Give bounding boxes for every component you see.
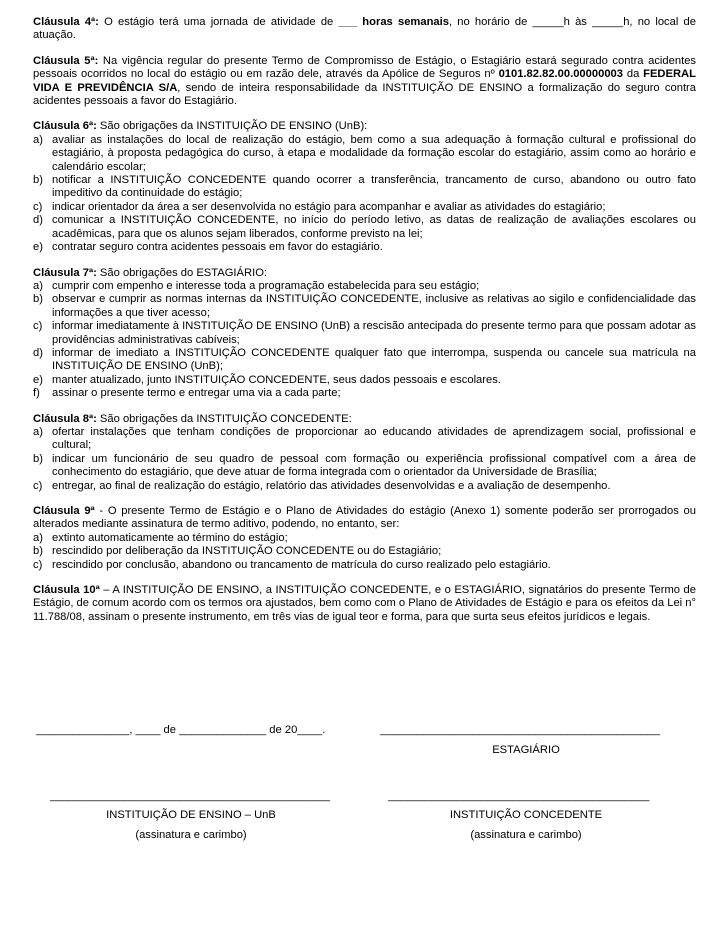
list-item-marker: e) bbox=[33, 241, 43, 254]
list-item-text: indicar orientador da área a ser desenvolvida no estágio para acompanhar e avaliar as atividades do estagiário; bbox=[52, 200, 606, 213]
list-item-marker: b) bbox=[33, 293, 43, 306]
list-item-marker: c) bbox=[33, 200, 43, 213]
clause-9-list bbox=[33, 532, 696, 572]
list-item-text: avaliar as instalações do local de realização do estágio, bem como a sua adequação à formação cultural e profissional do estagiário, à proposta pedagógica do curso, à etapa e modalidade da formação escolar do estagiário, assim como ao horário e calendário escolar; bbox=[52, 133, 696, 173]
list-item-text: contratar seguro contra acidentes pessoais em favor do estagiário. bbox=[52, 241, 383, 254]
clause-9-title: Cláusula 9ª bbox=[33, 505, 95, 517]
clause-9-heading bbox=[33, 505, 696, 532]
list-item-marker: b) bbox=[33, 452, 43, 465]
document-body bbox=[33, 16, 696, 624]
concedente-sub: (assinatura e carimbo) bbox=[470, 829, 582, 841]
insurer-name: FEDERAL VIDA E PREVIDÊNCIA S/A bbox=[33, 68, 696, 94]
clause-6-list bbox=[33, 134, 696, 255]
list-item bbox=[33, 426, 696, 453]
ensino-signature-line: _____________________________________________ bbox=[50, 790, 330, 802]
list-item-text: cumprir com empenho e interesse toda a programação estabelecida para seu estágio; bbox=[52, 279, 480, 292]
list-item bbox=[33, 387, 696, 400]
clause-5-text-2: da bbox=[623, 68, 644, 81]
concedente-label: INSTITUIÇÃO CONCEDENTE bbox=[449, 809, 603, 821]
clause-5 bbox=[33, 55, 696, 109]
clause-9-intro: - O presente Termo de Estágio e o Plano de Atividades do estágio (Anexo 1) somente poderão ser prorrogados ou alterados mediante assinatura de termo aditivo, podendo, no entanto, ser: bbox=[33, 505, 696, 531]
date-line: _______________, ____ de ______________ de 20____. bbox=[36, 724, 326, 736]
ensino-label: INSTITUIÇÃO DE ENSINO – UnB bbox=[106, 809, 276, 821]
policy-number: 0101.82.82.00.00000003 bbox=[498, 68, 623, 81]
list-item-marker: b) bbox=[33, 174, 43, 187]
list-item-text: notificar a INSTITUIÇÃO CONCEDENTE quando ocorrer a transferência, trancamento de curso, abandono ou outro fato impeditivo da continuidade do estágio; bbox=[52, 174, 696, 200]
list-item-marker: e) bbox=[33, 373, 43, 386]
clause-5-text: Na vigência regular do presente Termo de Compromisso de Estágio, o Estagiário estará segurado contra acidentes pessoais ocorridos no local do estágio ou em razão dele, através da Apólice de Seguros nº bbox=[33, 54, 697, 81]
list-item bbox=[33, 280, 696, 293]
list-item-marker: a) bbox=[33, 531, 43, 544]
clause-7-list bbox=[33, 280, 696, 401]
list-item bbox=[33, 201, 696, 214]
list-item bbox=[33, 480, 696, 493]
clause-4 bbox=[33, 16, 696, 43]
clause-7-heading bbox=[33, 267, 696, 280]
clause-8-title: Cláusula 8ª: bbox=[33, 412, 97, 425]
list-item-marker: d) bbox=[33, 214, 43, 227]
concedente-signature-line: __________________________________________ bbox=[388, 790, 650, 802]
list-item-text: ofertar instalações que tenham condições de proporcionar ao educando atividades de aprendizagem social, profissional e cultural; bbox=[52, 425, 696, 452]
list-item-text: rescindido por conclusão, abandono ou trancamento de matrícula do curso realizado pelo estagiário. bbox=[52, 558, 551, 571]
clause-5-text-3: , sendo de inteira responsabilidade da INSTITUIÇÃO DE ENSINO a formalização do seguro contra acidentes pessoais a favor do Estagiário. bbox=[33, 81, 696, 108]
clause-4-title: Cláusula 4ª: bbox=[33, 16, 99, 28]
list-item bbox=[33, 347, 696, 374]
list-item bbox=[33, 241, 696, 254]
clause-7-intro: São obrigações do ESTAGIÁRIO: bbox=[96, 266, 267, 279]
list-item-text: assinar o presente termo e entregar uma via a cada parte; bbox=[52, 387, 341, 400]
clause-6-title: Cláusula 6ª: bbox=[33, 120, 97, 133]
clause-8-heading bbox=[33, 413, 696, 426]
list-item-marker: c) bbox=[33, 479, 43, 492]
list-item bbox=[33, 293, 696, 320]
list-item-text: informar imediatamente à INSTITUIÇÃO DE ENSINO (UnB) a rescisão antecipada do presente termo para que possam adotar as providências administrativas cabíveis; bbox=[52, 320, 696, 346]
clause-6-intro: São obrigações da INSTITUIÇÃO DE ENSINO (UnB): bbox=[96, 120, 368, 133]
list-item-marker: c) bbox=[33, 320, 43, 333]
estagiario-signature-line: _____________________________________________ bbox=[380, 724, 660, 736]
list-item-marker: a) bbox=[33, 425, 43, 438]
list-item-marker: b) bbox=[33, 545, 43, 558]
clause-4-text-end: , no horário de _____h às _____h, no local de atuação. bbox=[33, 16, 696, 42]
list-item bbox=[33, 320, 696, 347]
list-item-marker: f) bbox=[33, 387, 40, 400]
list-item-text: entregar, ao final de realização do estágio, relatório das atividades desenvolvidas e a avaliação de desempenho. bbox=[52, 479, 611, 492]
list-item-text: indicar um funcionário de seu quadro de pessoal com formação ou experiência profissional compatível com a área de conhecimento do estagiário, que deve atuar de forma integrada com o orientador da Universidade de Brasília; bbox=[52, 452, 696, 479]
clause-10 bbox=[33, 584, 696, 624]
clause-5-title: Cláusula 5ª: bbox=[33, 54, 99, 67]
clause-4-text: O estágio terá uma jornada de atividade de bbox=[98, 16, 339, 28]
list-item-text: observar e cumprir as normas internas da INSTITUIÇÃO CONCEDENTE, inclusive as relativas ao sigilo e confidencialidade das informações a que tiver acesso; bbox=[52, 293, 696, 319]
clause-10-text: – A INSTITUIÇÃO DE ENSINO, a INSTITUIÇÃO CONCEDENTE, e o ESTAGIÁRIO, signatários do presente Termo de Estágio, de comum acordo com os termos ora ajustados, bem como com o Plano de Atividades de Estágio e para os efeitos da Lei n° 11.788/08, assinam o presente instrumento, em três vias de igual teor e forma, para que surta seus efeitos jurídicos e legais. bbox=[33, 584, 697, 623]
estagiario-label: ESTAGIÁRIO bbox=[492, 744, 560, 756]
list-item-text: extinto automaticamente ao término do estágio; bbox=[52, 531, 288, 544]
list-item bbox=[33, 374, 696, 387]
clause-4-hours: ___ horas semanais bbox=[338, 16, 449, 28]
clause-8-intro: São obrigações da INSTITUIÇÃO CONCEDENTE: bbox=[96, 412, 352, 425]
list-item bbox=[33, 174, 696, 201]
list-item bbox=[33, 134, 696, 174]
list-item bbox=[33, 545, 696, 558]
list-item-text: rescindido por deliberação da INSTITUIÇÃO CONCEDENTE ou do Estagiário; bbox=[52, 545, 442, 558]
list-item-marker: a) bbox=[33, 133, 43, 146]
list-item-text: informar de imediato a INSTITUIÇÃO CONCEDENTE qualquer fato que interrompa, suspenda ou cancele sua matrícula na INSTITUIÇÃO DE ENSINO (UnB); bbox=[52, 346, 696, 373]
list-item bbox=[33, 532, 696, 545]
clause-10-title: Cláusula 10ª bbox=[33, 584, 100, 597]
list-item bbox=[33, 559, 696, 572]
list-item-text: manter atualizado, junto INSTITUIÇÃO CONCEDENTE, seus dados pessoais e escolares. bbox=[52, 373, 501, 386]
clause-8-list bbox=[33, 426, 696, 493]
list-item-marker: c) bbox=[33, 558, 43, 571]
clause-6-heading bbox=[33, 120, 696, 133]
list-item-text: comunicar a INSTITUIÇÃO CONCEDENTE, no início do período letivo, as datas de realização de avaliações escolares ou acadêmicas, para que os alunos sejam liberados, conforme previsto na lei; bbox=[52, 214, 696, 240]
clause-7-title: Cláusula 7ª: bbox=[33, 266, 97, 279]
list-item bbox=[33, 214, 696, 241]
list-item bbox=[33, 453, 696, 480]
list-item-marker: d) bbox=[33, 346, 43, 359]
list-item-marker: a) bbox=[33, 279, 43, 292]
ensino-sub: (assinatura e carimbo) bbox=[135, 829, 247, 841]
